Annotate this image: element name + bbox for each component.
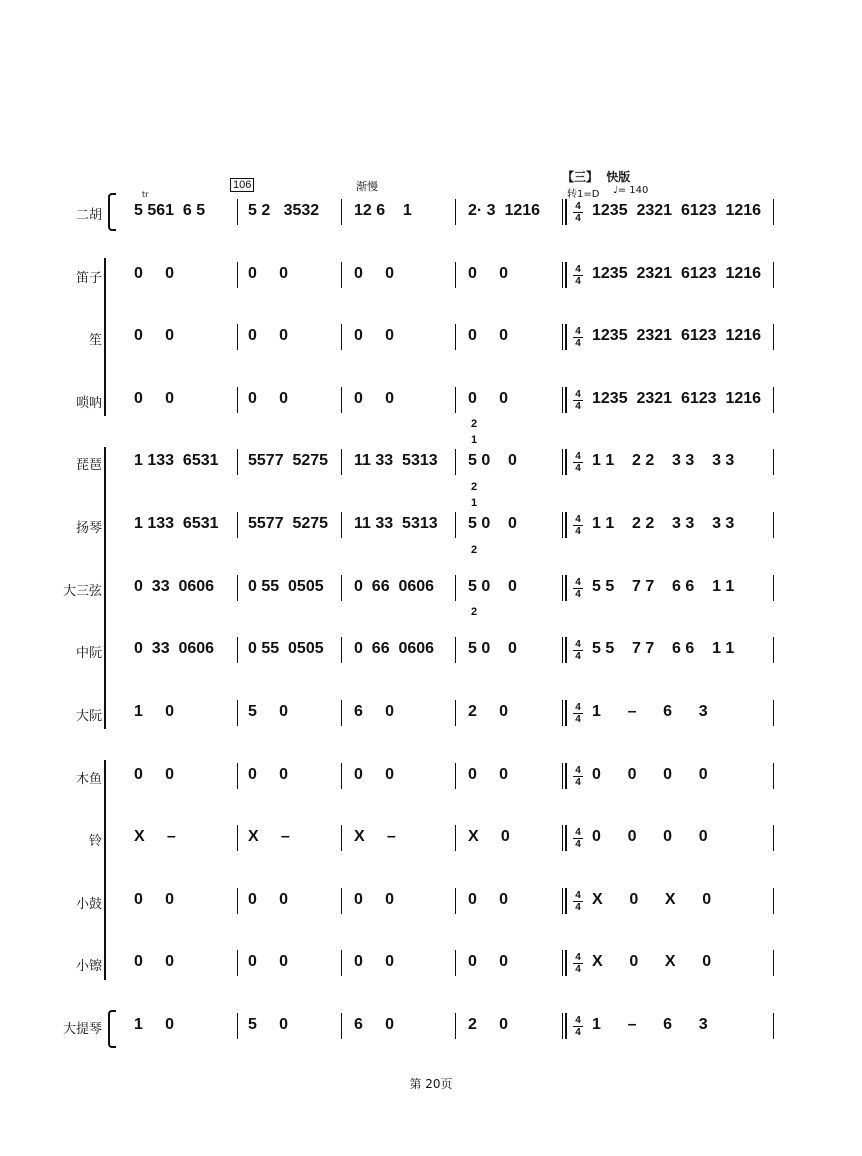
- measure-notes: X 0: [468, 828, 510, 845]
- measure-notes: 2 0: [468, 1016, 509, 1033]
- measure-notes: 0 0: [468, 953, 509, 970]
- measure-notes: 5 0 0: [468, 452, 517, 469]
- time-signature-top: 4: [575, 639, 581, 650]
- double-barline: [562, 575, 567, 601]
- measure-notes: 0 0: [354, 766, 395, 783]
- time-signature-top: 4: [575, 451, 581, 462]
- brace-cello: [108, 1010, 116, 1048]
- double-barline: [562, 637, 567, 663]
- fast-section-notes: 0 0 0 0: [592, 766, 708, 783]
- time-signature-top: 4: [575, 765, 581, 776]
- measure-notes: 0 0: [134, 766, 175, 783]
- barline-end: [773, 575, 774, 601]
- barline: [341, 512, 342, 538]
- fast-section-notes: 1235 2321 6123 1216: [592, 327, 762, 344]
- chord-mark-bottom: 1: [470, 497, 478, 509]
- measure-notes: 0 0: [354, 390, 395, 407]
- barline: [237, 199, 238, 225]
- measure-notes: 6 0: [354, 703, 395, 720]
- time-signature-top: 4: [575, 827, 581, 838]
- barline: [455, 763, 456, 789]
- barline: [455, 637, 456, 663]
- double-barline: [562, 700, 567, 726]
- fast-section-notes: 1235 2321 6123 1216: [592, 390, 762, 407]
- time-signature-top: 4: [575, 890, 581, 901]
- double-barline: [562, 387, 567, 413]
- instrument-label: 小鼓: [75, 897, 102, 912]
- barline: [237, 512, 238, 538]
- chord-stack-mark: [467, 416, 481, 448]
- barline: [237, 575, 238, 601]
- barline-end: [773, 637, 774, 663]
- barline: [237, 825, 238, 851]
- time-signature: [573, 264, 583, 287]
- measure-notes: 0 0: [354, 891, 395, 908]
- measure-notes: 0 0: [248, 766, 289, 783]
- barline: [341, 575, 342, 601]
- barline: [455, 825, 456, 851]
- barline: [237, 324, 238, 350]
- barline: [455, 262, 456, 288]
- barline: [455, 950, 456, 976]
- bracket-winds: [104, 258, 106, 416]
- double-barline: [562, 449, 567, 475]
- instrument-label: 笙: [88, 333, 102, 348]
- measure-notes: 11 33 5313: [354, 515, 438, 532]
- time-signature-bottom: 4: [575, 276, 581, 287]
- measure-notes: 1 133 6531: [134, 515, 219, 532]
- measure-notes: 5577 5275: [248, 452, 329, 469]
- barline: [455, 1013, 456, 1039]
- time-signature: [573, 890, 583, 913]
- bracket-plucked: [104, 447, 106, 729]
- measure-notes: 0 0: [248, 953, 289, 970]
- time-signature-bottom: 4: [575, 526, 581, 537]
- barline: [237, 700, 238, 726]
- measure-notes: 6 0: [354, 1016, 395, 1033]
- barline-end: [773, 199, 774, 225]
- time-signature-top: 4: [575, 952, 581, 963]
- measure-notes: 0 55 0505: [248, 640, 324, 657]
- chord-stack-mark: [467, 542, 481, 558]
- measure-notes: 5 2 3532: [248, 202, 320, 219]
- barline: [237, 262, 238, 288]
- fast-section-notes: 1 1 2 2 3 3 3 3: [592, 452, 735, 469]
- time-signature-bottom: 4: [575, 589, 581, 600]
- double-barline: [562, 262, 567, 288]
- measure-notes: 0 0: [134, 891, 175, 908]
- chord-stack-mark: [467, 479, 481, 511]
- double-barline: [562, 950, 567, 976]
- measure-notes: 5 0 0: [468, 578, 517, 595]
- measure-notes: 1 0: [134, 1016, 175, 1033]
- measure-notes: 2· 3 1216: [468, 202, 541, 219]
- measure-notes: 0 0: [468, 891, 509, 908]
- barline-end: [773, 763, 774, 789]
- double-barline: [562, 825, 567, 851]
- barline: [341, 324, 342, 350]
- time-signature: [573, 451, 583, 474]
- measure-notes: 5 561 6 5: [134, 202, 206, 219]
- time-signature: [573, 389, 583, 412]
- time-signature-bottom: 4: [575, 964, 581, 975]
- barline: [237, 1013, 238, 1039]
- time-signature-bottom: 4: [575, 714, 581, 725]
- measure-notes: 0 66 0606: [354, 578, 435, 595]
- measure-notes: 11 33 5313: [354, 452, 438, 469]
- measure-notes: 0 0: [134, 953, 175, 970]
- time-signature-bottom: 4: [575, 651, 581, 662]
- time-signature-top: 4: [575, 326, 581, 337]
- measure-notes: X –: [248, 828, 290, 845]
- barline: [341, 637, 342, 663]
- measure-notes: 0 33 0606: [134, 640, 215, 657]
- measure-notes: 0 0: [134, 265, 175, 282]
- barline: [341, 763, 342, 789]
- chord-mark-top: 2: [470, 481, 478, 493]
- barline: [341, 950, 342, 976]
- measure-notes: 0 0: [354, 953, 395, 970]
- barline: [341, 387, 342, 413]
- measure-notes: 0 55 0505: [248, 578, 324, 595]
- barline: [341, 1013, 342, 1039]
- chord-stack-mark: [467, 604, 481, 620]
- fast-section-notes: 1 1 2 2 3 3 3 3: [592, 515, 735, 532]
- double-barline: [562, 199, 567, 225]
- instrument-label: 琵琶: [75, 458, 102, 473]
- time-signature-bottom: 4: [575, 338, 581, 349]
- brace-erhu: [108, 193, 116, 231]
- barline: [455, 575, 456, 601]
- measure-notes: 0 33 0606: [134, 578, 215, 595]
- double-barline: [562, 324, 567, 350]
- instrument-label: 二胡: [75, 208, 102, 223]
- instrument-label: 大三弦: [62, 584, 102, 599]
- time-signature-bottom: 4: [575, 1027, 581, 1038]
- time-signature: [573, 765, 583, 788]
- barline: [341, 449, 342, 475]
- measure-notes: 5 0: [248, 1016, 289, 1033]
- time-signature: [573, 1015, 583, 1038]
- chord-mark-top: 2: [470, 606, 478, 618]
- double-barline: [562, 888, 567, 914]
- measure-notes: 0 0: [468, 390, 509, 407]
- instrument-label: 大提琴: [62, 1022, 102, 1037]
- instrument-label: 唢呐: [75, 396, 102, 411]
- measure-notes: 1 133 6531: [134, 452, 219, 469]
- barline: [455, 700, 456, 726]
- time-signature: [573, 702, 583, 725]
- time-signature-bottom: 4: [575, 902, 581, 913]
- measure-notes: 12 6 1: [354, 202, 412, 219]
- barline: [455, 324, 456, 350]
- barline: [341, 888, 342, 914]
- barline-end: [773, 825, 774, 851]
- measure-notes: X –: [134, 828, 176, 845]
- measure-notes: 5 0 0: [468, 515, 517, 532]
- measure-notes: 0 0: [248, 390, 289, 407]
- barline: [237, 950, 238, 976]
- barline: [455, 888, 456, 914]
- page-number: 第 20页: [409, 1077, 453, 1091]
- measure-notes: X –: [354, 828, 396, 845]
- barline: [237, 888, 238, 914]
- time-signature-top: 4: [575, 389, 581, 400]
- measure-notes: 0 0: [248, 265, 289, 282]
- trill-ornament: tr: [142, 190, 149, 199]
- measure-notes: 5 0: [248, 703, 289, 720]
- measure-notes: 0 0: [468, 327, 509, 344]
- double-barline: [562, 763, 567, 789]
- barline-end: [773, 1013, 774, 1039]
- time-signature-top: 4: [575, 702, 581, 713]
- double-barline: [562, 1013, 567, 1039]
- measure-notes: 0 0: [468, 766, 509, 783]
- time-signature-top: 4: [575, 1015, 581, 1026]
- barline-end: [773, 700, 774, 726]
- measure-notes: 0 0: [134, 390, 175, 407]
- barline: [455, 199, 456, 225]
- measure-notes: 5577 5275: [248, 515, 329, 532]
- barline-end: [773, 512, 774, 538]
- time-signature: [573, 514, 583, 537]
- barline-end: [773, 262, 774, 288]
- barline: [341, 199, 342, 225]
- time-signature-bottom: 4: [575, 213, 581, 224]
- time-signature-bottom: 4: [575, 463, 581, 474]
- measure-notes: 2 0: [468, 703, 509, 720]
- measure-notes: 0 0: [468, 265, 509, 282]
- barline-end: [773, 888, 774, 914]
- barline: [237, 449, 238, 475]
- chord-mark-bottom: 1: [470, 434, 478, 446]
- fast-section-notes: X 0 X 0: [592, 891, 712, 908]
- barline: [341, 700, 342, 726]
- barline: [455, 512, 456, 538]
- fast-section-notes: 5 5 7 7 6 6 1 1: [592, 578, 735, 595]
- time-signature-bottom: 4: [575, 839, 581, 850]
- fast-section-notes: 0 0 0 0: [592, 828, 708, 845]
- time-signature-top: 4: [575, 514, 581, 525]
- barline: [237, 763, 238, 789]
- instrument-label: 小镲: [75, 959, 102, 974]
- measure-notes: 0 0: [248, 327, 289, 344]
- barline-end: [773, 324, 774, 350]
- fast-section-notes: 1 – 6 3: [592, 703, 708, 720]
- instrument-label: 铃: [88, 834, 102, 849]
- expression-mark: 渐慢: [356, 180, 378, 193]
- chord-mark-top: 2: [470, 418, 478, 430]
- barline-end: [773, 950, 774, 976]
- fast-section-notes: 1235 2321 6123 1216: [592, 202, 762, 219]
- time-signature: [573, 326, 583, 349]
- time-signature: [573, 577, 583, 600]
- fast-section-notes: 5 5 7 7 6 6 1 1: [592, 640, 735, 657]
- metronome-mark: ♩= 140: [613, 185, 649, 196]
- measure-number-box: 106: [230, 178, 254, 192]
- barline-end: [773, 387, 774, 413]
- measure-notes: 1 0: [134, 703, 175, 720]
- instrument-label: 扬琴: [75, 521, 102, 536]
- fast-section-notes: X 0 X 0: [592, 953, 712, 970]
- tempo-name: 快版: [606, 170, 631, 184]
- time-signature: [573, 952, 583, 975]
- fast-section-notes: 1235 2321 6123 1216: [592, 265, 762, 282]
- time-signature-top: 4: [575, 577, 581, 588]
- measure-notes: 0 0: [354, 327, 395, 344]
- measure-notes: 0 0: [134, 327, 175, 344]
- instrument-label: 木鱼: [75, 772, 102, 787]
- double-barline: [562, 512, 567, 538]
- measure-notes: 0 0: [248, 891, 289, 908]
- chord-mark-top: 2: [470, 544, 478, 556]
- instrument-label: 大阮: [75, 709, 102, 724]
- measure-notes: 0 66 0606: [354, 640, 435, 657]
- time-signature-top: 4: [575, 201, 581, 212]
- instrument-label: 笛子: [75, 271, 102, 286]
- barline: [341, 262, 342, 288]
- time-signature: [573, 201, 583, 224]
- bracket-percussion: [104, 760, 106, 980]
- time-signature-bottom: 4: [575, 401, 581, 412]
- barline: [455, 449, 456, 475]
- barline-end: [773, 449, 774, 475]
- section-marker: 【三】: [562, 170, 599, 184]
- key-change: 转1=D: [567, 189, 600, 200]
- time-signature: [573, 639, 583, 662]
- time-signature-top: 4: [575, 264, 581, 275]
- section-header: [562, 168, 630, 185]
- time-signature: [573, 827, 583, 850]
- barline: [237, 637, 238, 663]
- measure-notes: 0 0: [354, 265, 395, 282]
- measure-notes: 5 0 0: [468, 640, 517, 657]
- fast-section-notes: 1 – 6 3: [592, 1016, 708, 1033]
- barline: [237, 387, 238, 413]
- time-signature-bottom: 4: [575, 777, 581, 788]
- barline: [341, 825, 342, 851]
- instrument-label: 中阮: [75, 646, 102, 661]
- barline: [455, 387, 456, 413]
